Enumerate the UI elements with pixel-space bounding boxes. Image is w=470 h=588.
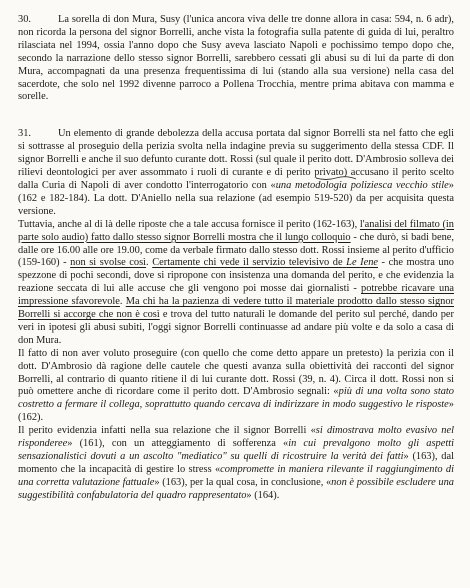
text-run: - che durò, si badi bene, dalle ore 16.00 alle ore 19.00, come da verbale firmato dallo stesso dott. Rossi insieme al perito d'ufficio (159-160) - <box>18 231 454 269</box>
italic-quote: non è possibile escludere una suggestibilità confabulatoria del quadro rappresentato <box>18 476 454 501</box>
text-run: - che mostra uno spezzone di pochi secondi, dove si ripropone con insistenza una domanda del perito, e che evidenzia la reazione seccata di lui alle accuse che gli vengono poi mosse dai giornalisti - <box>18 257 454 295</box>
text-run: ) accusano il perito scelto dalla Curia di Napoli di aver condotto l'interrogatorio con « <box>18 167 454 191</box>
text-run: » (163), per la qual cosa, in conclusione, « <box>154 476 332 488</box>
italic-quote: una metodologia poliziesca vecchio stile <box>275 179 449 191</box>
italic-quote: compromette in maniera rilevante il raggiungimento di una corretta valutazione fattuale <box>18 463 454 488</box>
text-run: Il perito evidenzia infatti nella sua relazione che il signor Borrelli « <box>18 425 316 437</box>
paragraph-30 <box>18 14 454 104</box>
underlined-passage: potrebbe ricavare una impressione sfavorevole <box>18 283 454 308</box>
paragraph-31-2 <box>18 219 454 348</box>
text-run: » (163), dal momento che la incapacità di gestire lo stress « <box>18 451 454 475</box>
underlined-passage: l'analisi del filmato (in parte solo audio) fatto dallo stesso signor Borrelli mostra che il lungo colloquio <box>18 218 455 243</box>
underlined-passage: non si svolse così <box>70 257 147 269</box>
text-run: Tuttavia, anche al di là delle riposte che a tale accusa fornisce il perito (162-163), <box>18 218 360 230</box>
italic-quote: in cui prevalgono molto gli aspetti sensazionalistici dovuti a un ascolto "mediatico" su quelli di ricostruire la verità dei fatti <box>18 438 454 462</box>
underlined-passage <box>152 257 378 268</box>
text-run: Un elemento di grande debolezza della accusa portata dal signor Borrelli sta nel fatto che egli si sottrasse al proseguio della perizia svolta nella indagine previa su suggerimento della stessa CDF. Il signor Borrelli e anche il suo defunto curante dott. Rossi (sul quale il perito dott. D'Ambrosio solleva dei rilievi deontologici per aver assommato i ruoli di curante e di perito <box>18 128 454 179</box>
section-gap <box>18 104 454 128</box>
text-run: . <box>119 296 126 308</box>
italic-quote: più di una volta sono stato costretto a fermare il collega, soprattutto quando cercava di indirizzare in modo suggestivo le risposte <box>18 386 454 411</box>
underlined-passage: Ma chi ha la pazienza di vedere tutto il materiale prodotto dallo stesso signor Borrelli si accorge che non è così <box>18 296 455 321</box>
paragraph-text: La sorella di don Mura, Susy (l'unica ancora viva delle tre donne allora in casa: 594, n. 6 adr), non ricorda la persona del signor Borrelli, anche vista la fotografia sulla patente di guida di lui, peraltro rilasciata nel 1994, ossia l'anno dopo che Susy aveva lasciato Napoli e pochissimo tempo dopo che, secondo la narrazione dello stesso signor Borrelli, sarebbero cessati gli abusi su di lui da parte di don Mura, accompagnati da una presenza frequentissima di lui (stando alla sua versione) nella casa del sacerdote, che solo nel 1992 divenne parroco a Pollena Trocchia, mentre prima abitava con mamma e sorelle. <box>18 14 454 103</box>
section-30 <box>18 14 454 104</box>
section-number: 30. <box>18 14 31 25</box>
text-run: » (161), con un atteggiamento di sofferenza « <box>67 438 289 450</box>
text-run: » (162 e 182-184). La dott. D'Aniello nella sua relazione (ad esempio 519-520) da per acquisita questa versione. <box>18 179 454 217</box>
text-run: e trova del tutto naturali le domande del perito sul perché, dando per veri in ipotesi gli abusi subiti, l'oggi signor Borrelli continuasse ad andare più volte e da solo a casa di don Mura. <box>18 309 454 346</box>
paragraph-31-4 <box>18 425 454 502</box>
section-number: 31. <box>18 128 31 140</box>
section-31 <box>18 128 454 502</box>
text-run: » (164). <box>246 489 280 501</box>
text-run: . <box>146 257 153 269</box>
text-run: Il fatto di non aver voluto proseguire (con quello che come detto appare un pretesto) la perizia con il dott. D'Ambrosio dà ragione delle cautele che questi avanza sulla obiettività dei racconti del signor Borrelli, al contrario di quanto ritiene il di lui curante dott. Rossi (39, n. 4). Circa il dott. Rossi non si può omettere anche di ricordare come il perito dott. D'Ambrosio segnali: « <box>18 347 454 398</box>
text-run: privato <box>314 167 344 179</box>
italic-title: Le Iene <box>346 257 378 269</box>
paragraph-31-1 <box>18 128 454 218</box>
paragraph-31-3 <box>18 348 454 425</box>
handwritten-underlined-word <box>314 167 343 178</box>
text-run: Certamente chi vede il servizio televisivo de <box>152 257 343 269</box>
text-run: » (162). <box>18 399 454 424</box>
italic-quote: si dimostrava molto evasivo nel risponderee <box>18 425 454 450</box>
